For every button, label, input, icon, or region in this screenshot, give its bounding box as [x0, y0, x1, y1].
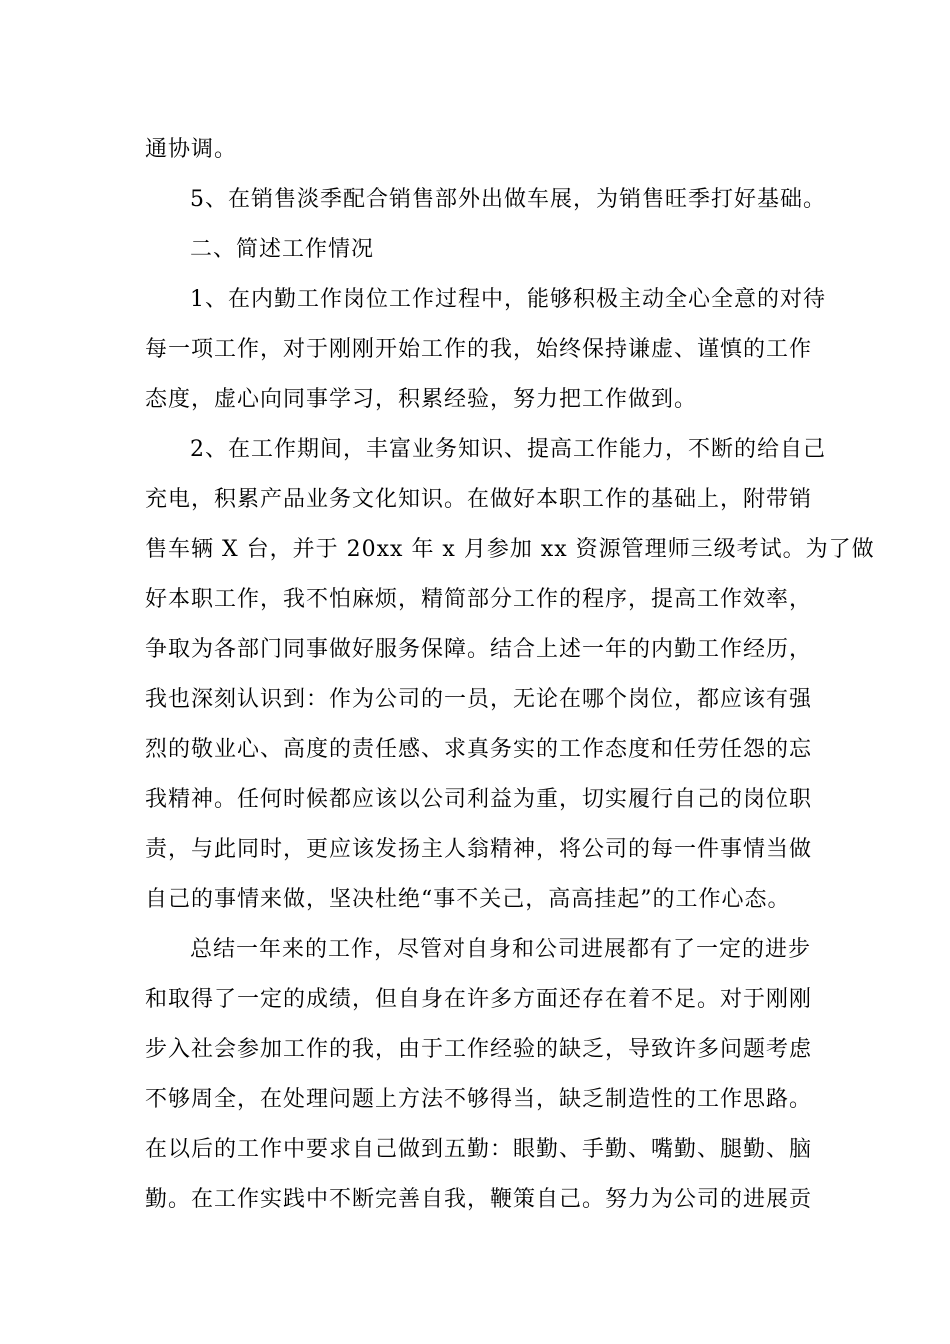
- paragraph-2-line: 自己的事情来做，坚决杜绝“事不关己，高高挂起”的工作心态。: [145, 887, 791, 912]
- paragraph-2-line: 充电，积累产品业务文化知识。在做好本职工作的基础上，附带销: [145, 487, 813, 512]
- paragraph-2-line: 责，与此同时，更应该发扬主人翁精神，将公司的每一件事情当做: [145, 837, 813, 862]
- paragraph-2-line: 烈的敬业心、高度的责任感、求真务实的工作态度和任劳任怨的忘: [145, 737, 813, 762]
- paragraph-3-line: 总结一年来的工作，尽管对自身和公司进展都有了一定的进步: [190, 937, 812, 962]
- paragraph-2-line: 我精神。任何时候都应该以公司利益为重，切实履行自己的岗位职: [145, 787, 813, 812]
- paragraph-1-line: 态度，虚心向同事学习，积累经验，努力把工作做到。: [145, 387, 698, 412]
- paragraph-3-line: 不够周全，在处理问题上方法不够得当，缺乏制造性的工作思路。: [145, 1087, 813, 1112]
- paragraph-2-line: 2、在工作期间，丰富业务知识、提高工作能力，不断的给自己: [190, 437, 826, 462]
- paragraph-2-line: 我也深刻认识到：作为公司的一员，无论在哪个岗位，都应该有强: [145, 687, 813, 712]
- paragraph-3-line: 步入社会参加工作的我，由于工作经验的缺乏，导致许多问题考虑: [145, 1037, 813, 1062]
- paragraph-3-line: 和取得了一定的成绩，但自身在许多方面还存在着不足。对于刚刚: [145, 987, 813, 1012]
- list-item-5: 5、在销售淡季配合销售部外出做车展，为销售旺季打好基础。: [190, 187, 826, 212]
- paragraph-3-line: 勤。在工作实践中不断完善自我，鞭策自己。努力为公司的进展贡: [145, 1187, 813, 1212]
- text-line-continuation: 通协调。: [145, 137, 238, 162]
- paragraph-2-line: 售车辆 X 台，并于 20xx 年 x 月参加 xx 资源管理师三级考试。为了做: [145, 537, 875, 562]
- paragraph-2-line: 好本职工作，我不怕麻烦，精简部分工作的程序，提高工作效率，: [145, 587, 813, 612]
- paragraph-1-line: 1、在内勤工作岗位工作过程中，能够积极主动全心全意的对待: [190, 287, 826, 312]
- paragraph-2-line: 争取为各部门同事做好服务保障。结合上述一年的内勤工作经历，: [145, 637, 813, 662]
- section-heading: 二、简述工作情况: [190, 237, 375, 262]
- paragraph-1-line: 每一项工作，对于刚刚开始工作的我，始终保持谦虚、谨慎的工作: [145, 337, 813, 362]
- paragraph-3-line: 在以后的工作中要求自己做到五勤：眼勤、手勤、嘴勤、腿勤、脑: [145, 1137, 813, 1162]
